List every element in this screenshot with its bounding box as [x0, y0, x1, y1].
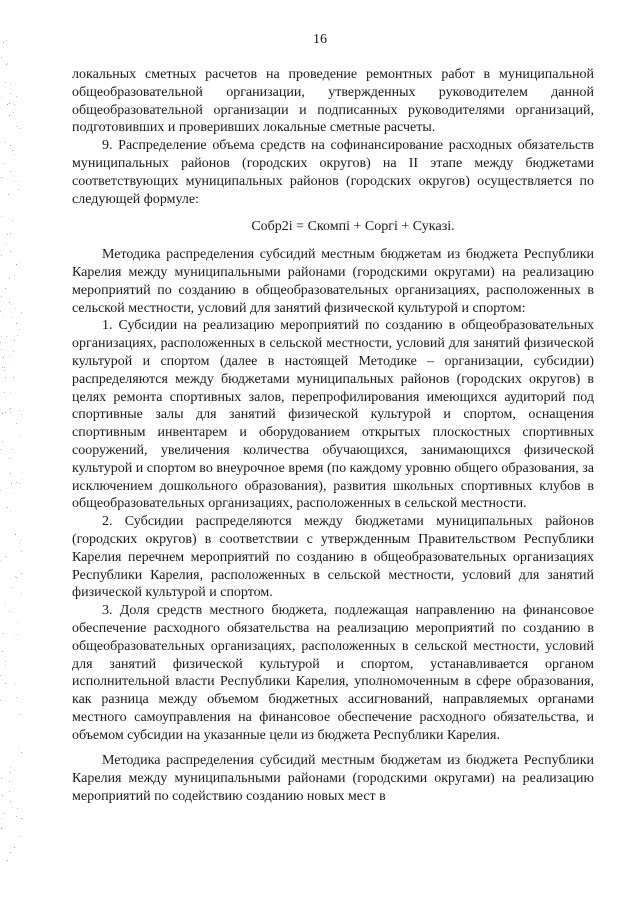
scan-speckle	[7, 860, 8, 861]
scan-speckle	[20, 540, 21, 541]
scan-speckle	[5, 664, 6, 665]
scan-speckle	[11, 483, 12, 484]
scan-speckle	[4, 370, 5, 371]
scan-speckle	[17, 622, 18, 623]
scan-speckle	[14, 104, 15, 105]
scan-speckle	[17, 634, 18, 635]
page-number: 16	[313, 32, 327, 47]
scan-speckle	[6, 243, 7, 244]
scan-speckle	[16, 697, 17, 698]
scan-speckle	[15, 683, 16, 684]
scan-speckle	[14, 181, 15, 182]
scan-speckle	[2, 441, 3, 442]
scan-speckle	[5, 604, 6, 605]
scan-speckle	[10, 412, 11, 413]
scan-speckle	[16, 264, 17, 265]
scan-speckle	[5, 142, 6, 143]
document-body	[72, 66, 594, 806]
scan-speckle	[10, 852, 11, 853]
scan-speckle	[5, 556, 6, 557]
scan-speckle	[3, 178, 4, 179]
scan-speckle	[5, 288, 6, 289]
scan-speckle	[14, 154, 15, 155]
scan-speckle	[18, 748, 19, 749]
scan-speckle	[12, 150, 13, 151]
scan-speckle	[14, 634, 15, 635]
methodology-heading-new-places: Методика распределения субсидий местным бюджетам из бюджета Республики Карелия между муниципальными районами (городскими округами) на реализацию мероприятий по содействию созданию новых мест в	[72, 753, 594, 805]
scan-speckle	[5, 82, 6, 83]
formula: Собр2i = Скомпi + Сoргi + Сукaзi.	[251, 219, 455, 235]
scan-speckle	[0, 311, 1, 312]
scan-speckle	[16, 482, 17, 483]
scan-speckle	[19, 128, 20, 129]
scan-speckle	[7, 507, 8, 508]
scan-speckle	[1, 828, 2, 829]
scan-speckle	[3, 357, 4, 358]
scan-speckle	[12, 449, 13, 450]
scan-speckle	[3, 163, 4, 164]
scan-speckle	[13, 493, 14, 494]
scan-speckle	[18, 189, 19, 190]
scan-speckle	[7, 234, 8, 235]
scan-speckle	[9, 356, 10, 357]
scan-speckle	[1, 296, 2, 297]
scan-speckle	[10, 408, 11, 409]
paragraph-item-1: 1. Субсидии на реализацию мероприятий по созданию в общеобразовательных организациях, расположенных в сельской местности, условий для занятий физической культурой и спортом (далее в настоящей Методике – организации, субсидии) распределяются между бюджетами муниципальных районов (городских округов) в целях ремонта спортивных залов, перепрофилирования имеющихся аудиторий под спортивные залы для занятий физической культурой и спортом, оснащения спортивным инвентарем и оборудованием открытых плоскостных спортивных сооружений, увеличения количества обучающихся, занимающихся физической культурой и спортом во внеурочное время (по каждому уровню общего образования, за исключением дошкольного образования), развития школьных спортивных клубов в общеобразовательных организациях, расположенных в сельской местности.	[72, 318, 594, 512]
scan-speckle	[13, 112, 14, 113]
scan-speckle	[1, 255, 2, 256]
scan-speckle	[11, 304, 12, 305]
scan-speckle	[4, 367, 5, 368]
methodology-heading-sport: Методика распределения субсидий местным бюджетам из бюджета Республики Карелия между муниципальными районами (городскими округами) на реализацию мероприятий по созданию в общеобразовательных организациях, расположенных в сельской местности, условий для занятий физической культурой и спортом:	[72, 247, 594, 316]
scan-speckle	[14, 340, 15, 341]
scan-speckle	[21, 818, 22, 819]
scan-speckle	[4, 392, 5, 393]
scan-speckle	[19, 836, 20, 837]
scan-speckle	[1, 57, 2, 58]
scan-speckle	[12, 587, 13, 588]
scan-speckle	[9, 278, 10, 279]
scan-speckle	[7, 104, 8, 105]
scan-speckle	[5, 661, 6, 662]
scan-speckle	[9, 458, 10, 459]
scan-speckle	[10, 767, 11, 768]
scan-speckle	[13, 362, 14, 363]
scan-speckle	[10, 171, 11, 172]
scan-speckle	[16, 126, 17, 127]
scan-speckle	[16, 816, 17, 817]
scan-speckle	[16, 423, 17, 424]
scan-speckle	[10, 145, 11, 146]
scan-speckle	[16, 96, 17, 97]
scan-speckle	[10, 473, 11, 474]
paragraph-item-9: 9. Распределение объема средств на софинансирование расходных обязательств муниципальных районов (городских округов) на II этапе между бюджетами соответствующих муниципальных районов (городских округов) осуществляется по следующей формуле:	[72, 138, 594, 207]
scan-speckle	[1, 778, 2, 779]
scan-speckle	[10, 511, 11, 512]
scan-speckle	[19, 483, 20, 484]
scan-speckle	[0, 490, 1, 491]
scan-speckle	[8, 194, 9, 195]
scan-speckle	[14, 452, 15, 453]
scan-speckle	[14, 275, 15, 276]
scan-edge-noise	[0, 0, 24, 905]
scan-speckle	[17, 808, 18, 809]
scan-speckle	[1, 349, 2, 350]
scan-speckle	[18, 181, 19, 182]
scan-speckle	[1, 818, 2, 819]
scan-speckle	[10, 93, 11, 94]
scan-speckle	[17, 335, 18, 336]
scan-speckle	[9, 791, 10, 792]
scan-speckle	[21, 752, 22, 753]
scan-speckle	[7, 63, 8, 64]
scan-speckle	[9, 611, 10, 612]
scan-speckle	[5, 683, 6, 684]
scan-speckle	[14, 770, 15, 771]
scan-speckle	[10, 233, 11, 234]
scan-speckle	[6, 64, 7, 65]
scan-speckle	[0, 675, 1, 676]
scan-speckle	[2, 413, 3, 414]
scan-speckle	[1, 336, 2, 337]
scan-speckle	[2, 315, 3, 316]
scan-speckle	[21, 472, 22, 473]
scan-speckle	[12, 807, 13, 808]
scan-speckle	[12, 220, 13, 221]
scan-speckle	[9, 115, 10, 116]
paragraph-item-3: 3. Доля средств местного бюджета, подлежащая направлению на финансовое обеспечение расходного обязательства на реализацию мероприятий по созданию в общеобразовательных организациях, расположенных в сельской местности, условий для занятий физической культурой и спортом, устанавливается органом исполнительной власти Республики Карелия, уполномоченным в сфере образования, как разница между объемом бюджетных ассигнований, направляемых органами местного самоуправления на финансовое обеспечение расходного обязательства, и объемом субсидии на указанные цели из бюджета Республики Карелия.	[72, 603, 594, 743]
scan-speckle	[19, 435, 20, 436]
scan-speckle	[16, 323, 17, 324]
scan-speckle	[21, 312, 22, 313]
scan-speckle	[10, 772, 11, 773]
scan-speckle	[13, 377, 14, 378]
scan-speckle	[0, 700, 1, 701]
scan-speckle	[1, 97, 2, 98]
scan-speckle	[19, 410, 20, 411]
scan-speckle	[21, 593, 22, 594]
scan-speckle	[10, 83, 11, 84]
scan-speckle	[15, 534, 16, 535]
scan-speckle	[5, 377, 6, 378]
scan-speckle	[2, 367, 3, 368]
scan-speckle	[13, 351, 14, 352]
scan-speckle	[6, 557, 7, 558]
scan-speckle	[9, 781, 10, 782]
scan-speckle	[3, 633, 4, 634]
scan-speckle	[0, 449, 1, 450]
scan-speckle	[2, 795, 3, 796]
scan-speckle	[16, 577, 17, 578]
scan-speckle	[1, 216, 2, 217]
paragraph-continuation: локальных сметных расчетов на проведение ремонтных работ в муниципальной общеобразовательной организации, утвержденных руководителем данной общеобразовательной организации и подписанных руководителями организаций, подготовивших и проверивших локальные сметные расчеты.	[72, 67, 594, 136]
scan-speckle	[9, 302, 10, 303]
scan-speckle	[0, 560, 1, 561]
scan-speckle	[19, 329, 20, 330]
scan-speckle	[14, 847, 15, 848]
scan-speckle	[9, 409, 10, 410]
scan-speckle	[10, 392, 11, 393]
scan-speckle	[15, 308, 16, 309]
scan-speckle	[12, 317, 13, 318]
scan-speckle	[6, 336, 7, 337]
scan-speckle	[1, 177, 2, 178]
scan-speckle	[20, 714, 21, 715]
paragraph-item-2: 2. Субсидии распределяются между бюджетами муниципальных районов (городских округов) в соответствии с утвержденным Правительством Республики Карелия перечнем мероприятий по созданию в общеобразовательных организациях Республики Карелия, расположенных в сельской местности, условий для занятий физической культурой и спортом.	[72, 514, 594, 601]
scan-speckle	[5, 412, 6, 413]
scan-speckle	[19, 262, 20, 263]
scan-speckle	[9, 103, 10, 104]
scan-speckle	[10, 801, 11, 802]
scan-speckle	[19, 543, 20, 544]
scan-speckle	[2, 651, 3, 652]
scan-speckle	[10, 251, 11, 252]
scan-speckle	[0, 342, 1, 343]
scan-speckle	[15, 576, 16, 577]
scan-speckle	[21, 573, 22, 574]
scan-speckle	[3, 813, 4, 814]
scan-speckle	[21, 551, 22, 552]
scan-speckle	[21, 414, 22, 415]
